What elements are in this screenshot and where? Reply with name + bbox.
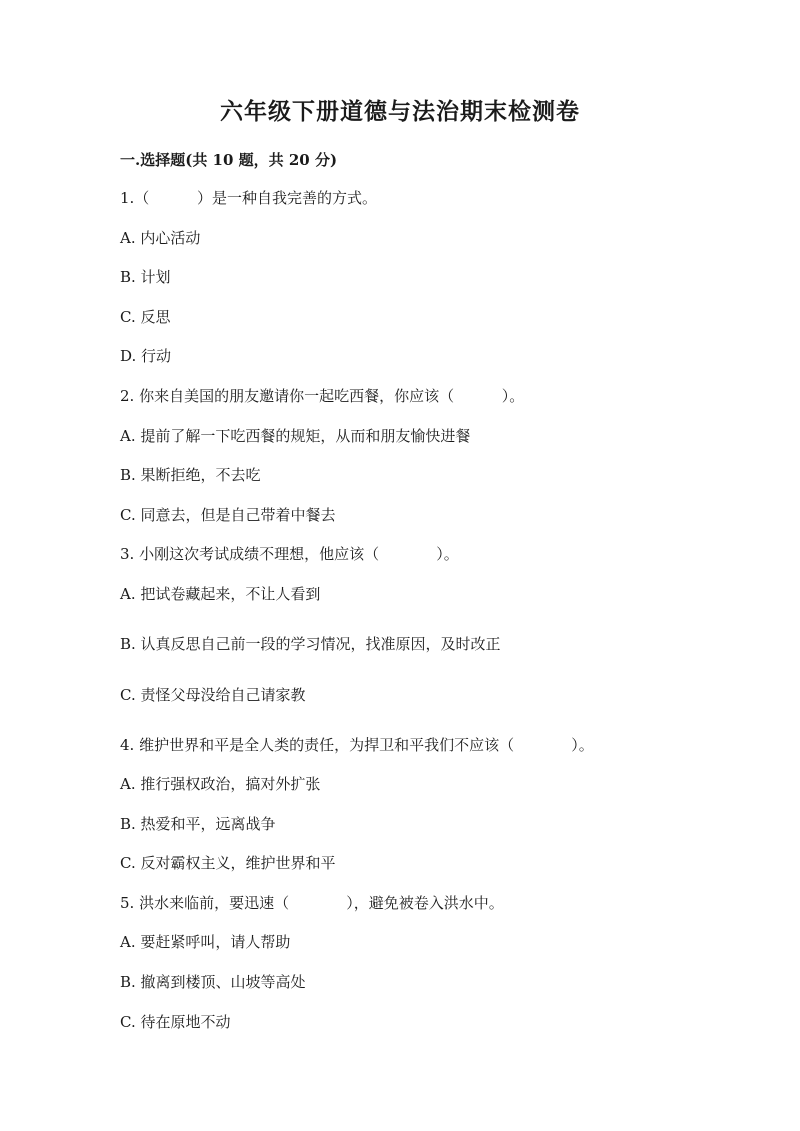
page-title: 六年级下册道德与法治期末检测卷 bbox=[220, 98, 580, 125]
question-2-option-c: C. 同意去，但是自己带着中餐去 bbox=[120, 506, 336, 524]
question-1-option-c: C. 反思 bbox=[120, 308, 171, 326]
question-4-stem: 4. 维护世界和平是全人类的责任，为捍卫和平我们不应该（ ）。 bbox=[120, 736, 594, 754]
question-1-option-d: D. 行动 bbox=[120, 347, 172, 365]
question-5-option-a: A. 要赶紧呼叫，请人帮助 bbox=[120, 933, 291, 951]
question-4-option-a: A. 推行强权政治，搞对外扩张 bbox=[120, 775, 321, 793]
question-5-option-c: C. 待在原地不动 bbox=[120, 1013, 231, 1031]
question-2-option-b: B. 果断拒绝，不去吃 bbox=[120, 466, 261, 484]
section-heading: 一.选择题(共 10 题，共 20 分) bbox=[120, 151, 338, 169]
question-5-option-b: B. 撤离到楼顶、山坡等高处 bbox=[120, 973, 306, 991]
question-2-option-a: A. 提前了解一下吃西餐的规矩，从而和朋友愉快进餐 bbox=[120, 427, 471, 445]
question-1-option-a: A. 内心活动 bbox=[120, 229, 201, 247]
question-1-stem: 1.（ ）是一种自我完善的方式。 bbox=[120, 189, 377, 207]
question-3-option-a: A. 把试卷藏起来，不让人看到 bbox=[120, 585, 321, 603]
question-4-option-c: C. 反对霸权主义，维护世界和平 bbox=[120, 854, 336, 872]
question-5-stem: 5. 洪水来临前，要迅速（ ），避免被卷入洪水中。 bbox=[120, 894, 504, 912]
question-1-option-b: B. 计划 bbox=[120, 268, 171, 286]
question-2-stem: 2. 你来自美国的朋友邀请你一起吃西餐，你应该（ ）。 bbox=[120, 387, 525, 405]
question-4-option-b: B. 热爱和平，远离战争 bbox=[120, 815, 276, 833]
question-3-stem: 3. 小刚这次考试成绩不理想，他应该（ ）。 bbox=[120, 545, 459, 563]
question-3-option-b: B. 认真反思自己前一段的学习情况，找准原因，及时改正 bbox=[120, 635, 501, 653]
question-3-option-c: C. 责怪父母没给自己请家教 bbox=[120, 686, 306, 704]
